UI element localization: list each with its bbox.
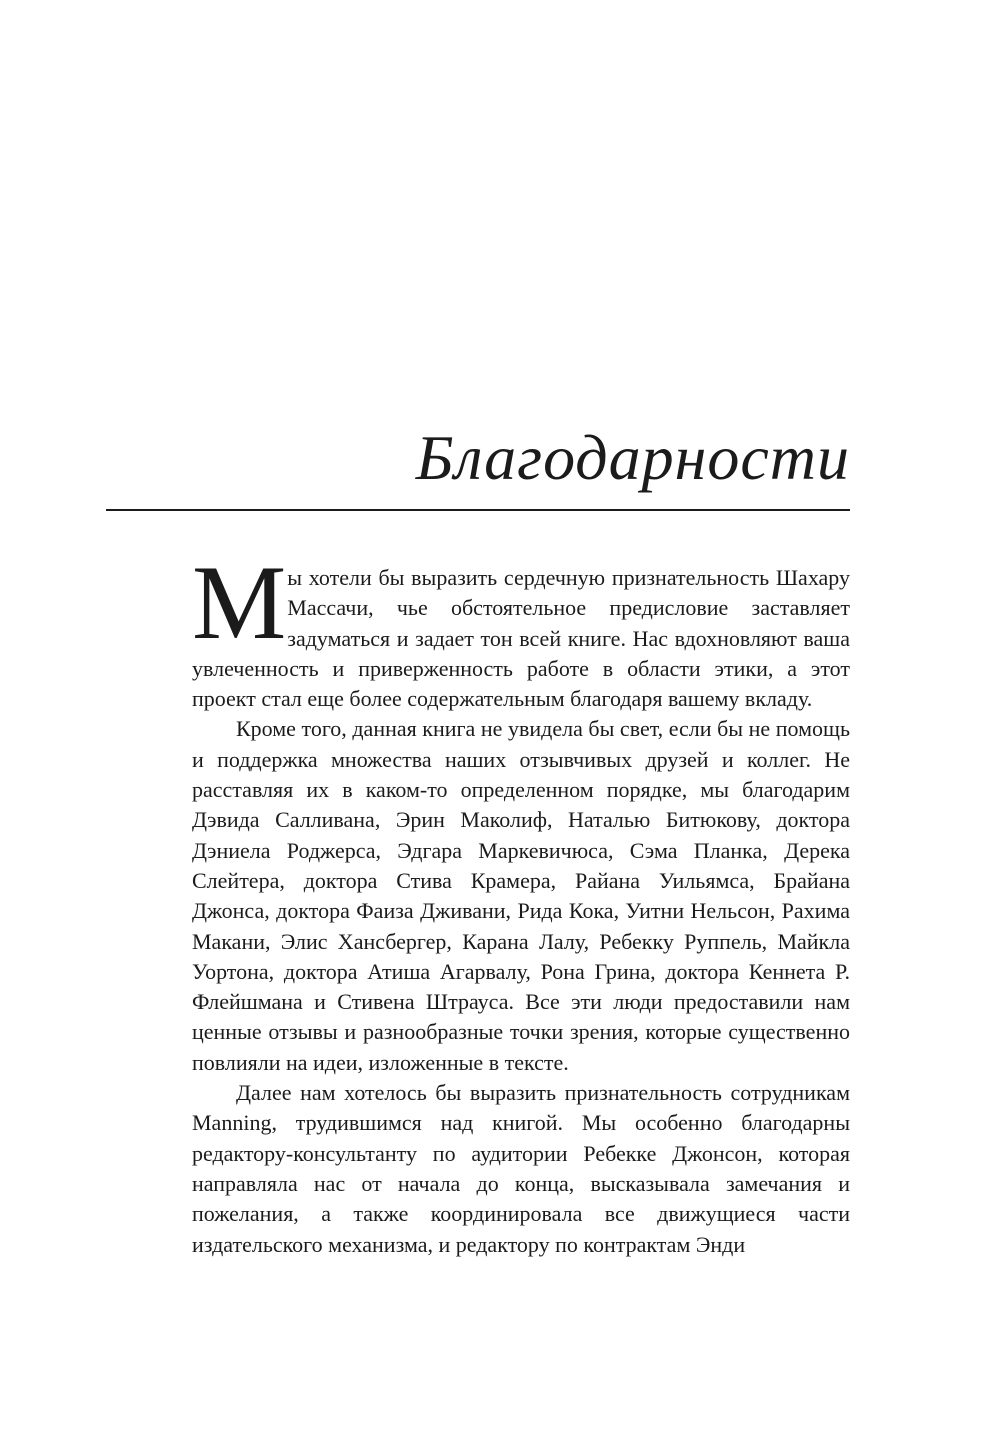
chapter-title: Благодарности bbox=[415, 422, 850, 493]
chapter-body bbox=[192, 544, 850, 1260]
paragraph-1-text: ы хотели бы выразить сердечную признательность Шахару Массачи, чье обстоятельное предисловие заставляет задуматься и задает тон всей книге. Нас вдохновляют ваша увлеченность и приверженность работе в области этики, а этот проект стал еще более содержательным благодаря вашему вкладу. bbox=[192, 565, 850, 712]
paragraph-2: Кроме того, данная книга не увидела бы свет, если бы не помощь и поддержка множества наших отзывчивых друзей и коллег. Не расставляя их в каком-то определенном порядке, мы благодарим Дэвида Салливана, Эрин Маколиф, Наталью Битюкову, доктора Дэниела Роджерса, Эдгара Маркевичюса, Сэма Планка, Дерека Слейтера, доктора Стива Крамера, Райана Уильямса, Брайана Джонса, доктора Фаиза Дживани, Рида Кока, Уитни Нельсон, Рахима Макани, Элис Хансбергер, Карана Лалу, Ребекку Руппель, Майкла Уортона, доктора Атиша Агарвалу, Рона Грина, доктора Кеннета Р. Флейшмана и Стивена Штрауса. Все эти люди предоставили нам ценные отзывы и разнообразные точки зрения, которые существенно повлияли на идеи, изложенные в тексте. bbox=[192, 716, 850, 1075]
drop-cap: М bbox=[192, 544, 287, 661]
paragraph-3: Далее нам хотелось бы выразить признательность сотрудникам Manning, трудившимся над книгой. Мы особенно благодарны редактору-консультанту по аудитории Ребекке Джонсон, которая направляла нас от начала до конца, высказывала замечания и пожелания, а также координировала все движущиеся части издательского механизма, и редактору по контрактам Энди bbox=[192, 1080, 850, 1257]
paragraph-1 bbox=[192, 544, 850, 714]
title-rule bbox=[106, 509, 850, 511]
